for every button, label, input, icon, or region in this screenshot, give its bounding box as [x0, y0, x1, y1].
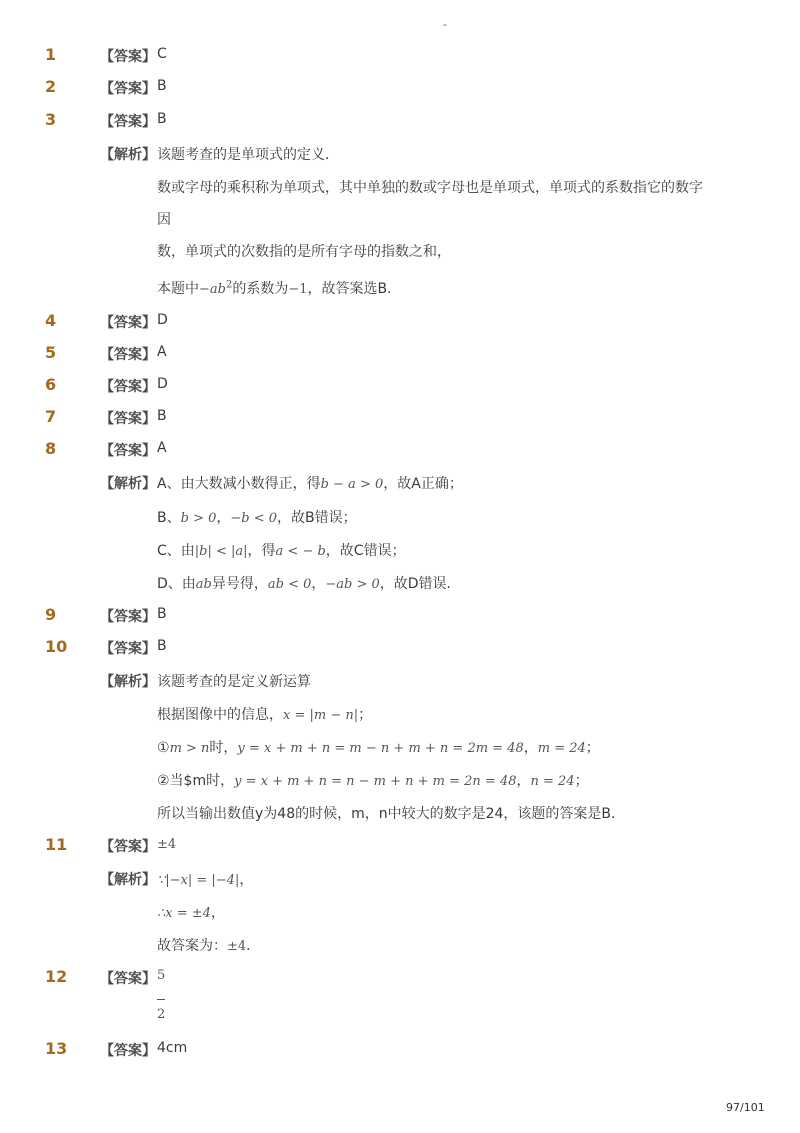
text: ，得: [247, 543, 276, 559]
analysis-label: 【解析】: [100, 872, 156, 888]
text: ，故D错误．: [379, 576, 461, 592]
text: ，故B错误；: [277, 510, 357, 526]
text: D、由: [157, 576, 196, 592]
answer-label: 【答案】: [100, 641, 156, 657]
text: ，: [523, 740, 538, 756]
answer-label: 【答案】: [100, 839, 156, 855]
analysis-text: [157, 540, 406, 560]
answer-value: ±4: [157, 837, 177, 852]
analysis-text: [157, 770, 589, 790]
text: ．: [246, 938, 261, 954]
question-number: 1: [45, 45, 57, 64]
answer-value: 4cm: [157, 1040, 188, 1056]
math: ∵|−x| = |−4|: [157, 873, 240, 888]
math: x = |m − n|: [283, 708, 359, 723]
math: y = x + m + n = n − m + n + m = 2n = 48: [234, 774, 517, 789]
analysis-text: [157, 902, 225, 922]
math: b > 0: [180, 511, 217, 526]
answer-label: 【答案】: [100, 49, 156, 65]
question-number: 5: [45, 343, 57, 362]
math: m = 24: [537, 741, 586, 756]
analysis-label: 【解析】: [100, 674, 156, 690]
math: −ab > 0: [325, 577, 380, 592]
question-number: 7: [45, 407, 57, 426]
fraction-bar: [157, 999, 165, 1000]
math: −b < 0: [230, 511, 278, 526]
analysis-label: 【解析】: [100, 147, 156, 163]
question-number: 11: [45, 835, 68, 854]
question-number: 9: [45, 605, 57, 624]
text: ；: [574, 773, 589, 789]
text: ，: [210, 905, 225, 921]
answer-label: 【答案】: [100, 114, 156, 130]
math: ∴x = ±4: [157, 906, 211, 921]
math: n = 24: [530, 774, 575, 789]
text: 时，: [209, 740, 238, 756]
answer-value: B: [157, 408, 167, 424]
analysis-text: 该题考查的是单项式的定义．: [157, 147, 339, 163]
answer-value: D: [157, 312, 168, 328]
answer-value: B: [157, 638, 167, 654]
question-number: 8: [45, 439, 57, 458]
question-number: 3: [45, 110, 57, 129]
analysis-text: 该题考查的是定义新运算: [157, 674, 311, 690]
text: A、由大数减小数得正，得: [157, 476, 321, 492]
answer-label: 【答案】: [100, 411, 156, 427]
math-superscript: 2: [225, 279, 233, 291]
math: y = x + m + n = m − n + m + n = 2m = 48: [237, 741, 524, 756]
math: ab < 0: [267, 577, 312, 592]
text: B、: [157, 510, 181, 526]
answer-value: B: [157, 78, 167, 94]
answer-label: 【答案】: [100, 1043, 156, 1059]
text: ，: [239, 872, 254, 888]
text: 本题中: [157, 281, 199, 297]
analysis-text: [157, 869, 253, 889]
answer-label: 【答案】: [100, 315, 156, 331]
answer-label: 【答案】: [100, 443, 156, 459]
answer-value: C: [157, 46, 167, 62]
answer-label: 【答案】: [100, 971, 156, 987]
text: ；: [358, 707, 373, 723]
question-number: 2: [45, 77, 57, 96]
analysis-text: [157, 473, 463, 493]
math: ab: [195, 577, 212, 592]
text: ，故A正确；: [383, 476, 463, 492]
answer-label: 【答案】: [100, 609, 156, 625]
text: ，故C错误；: [325, 543, 406, 559]
header-mark: -: [443, 18, 447, 31]
analysis-text: 数或字母的乘积称为单项式，其中单独的数或字母也是单项式，单项式的系数指它的数字: [157, 180, 703, 196]
text: ，故答案选B．: [307, 281, 402, 297]
answer-value: A: [157, 440, 167, 456]
question-number: 4: [45, 311, 57, 330]
answer-value: A: [157, 344, 167, 360]
math: |b| < |a|: [194, 544, 248, 559]
analysis-text: 所以当输出数值y为48的时候，m，n中较大的数字是24，该题的答案是B．: [157, 806, 626, 822]
answer-value: D: [157, 376, 168, 392]
text: 的系数为: [232, 281, 289, 297]
math: −ab: [199, 282, 226, 297]
fraction-denominator: 2: [157, 1007, 166, 1022]
math: b − a > 0: [320, 477, 384, 492]
math: m > n: [169, 741, 210, 756]
question-number: 10: [45, 637, 68, 656]
math: −1: [288, 282, 308, 297]
answer-value: B: [157, 111, 167, 127]
analysis-text: 因: [157, 212, 171, 228]
analysis-text: 数，单项式的次数指的是所有字母的指数之和，: [157, 244, 451, 260]
answer-label: 【答案】: [100, 81, 156, 97]
answer-value: B: [157, 606, 167, 622]
fraction-numerator: 5: [157, 968, 166, 983]
answer-label: 【答案】: [100, 347, 156, 363]
text: ，: [216, 510, 231, 526]
text: 异号得，: [211, 576, 268, 592]
math: a < − b: [275, 544, 326, 559]
text: ②当$m时，: [157, 773, 235, 789]
text: ，: [516, 773, 531, 789]
text: ，: [311, 576, 326, 592]
analysis-text: [157, 573, 461, 593]
analysis-text: [157, 737, 600, 757]
text: 故答案为：: [157, 938, 227, 954]
analysis-label: 【解析】: [100, 476, 156, 492]
text: ；: [585, 740, 600, 756]
analysis-text: [157, 704, 372, 724]
analysis-text: [157, 935, 260, 955]
math: ±4: [227, 939, 247, 954]
page-number: 97/101: [726, 1101, 765, 1114]
analysis-text: [157, 278, 401, 298]
text: 根据图像中的信息，: [157, 707, 283, 723]
question-number: 12: [45, 967, 68, 986]
text: ①: [157, 740, 170, 756]
analysis-text: [157, 507, 357, 527]
question-number: 6: [45, 375, 57, 394]
text: C、由: [157, 543, 195, 559]
question-number: 13: [45, 1039, 68, 1058]
answer-label: 【答案】: [100, 379, 156, 395]
